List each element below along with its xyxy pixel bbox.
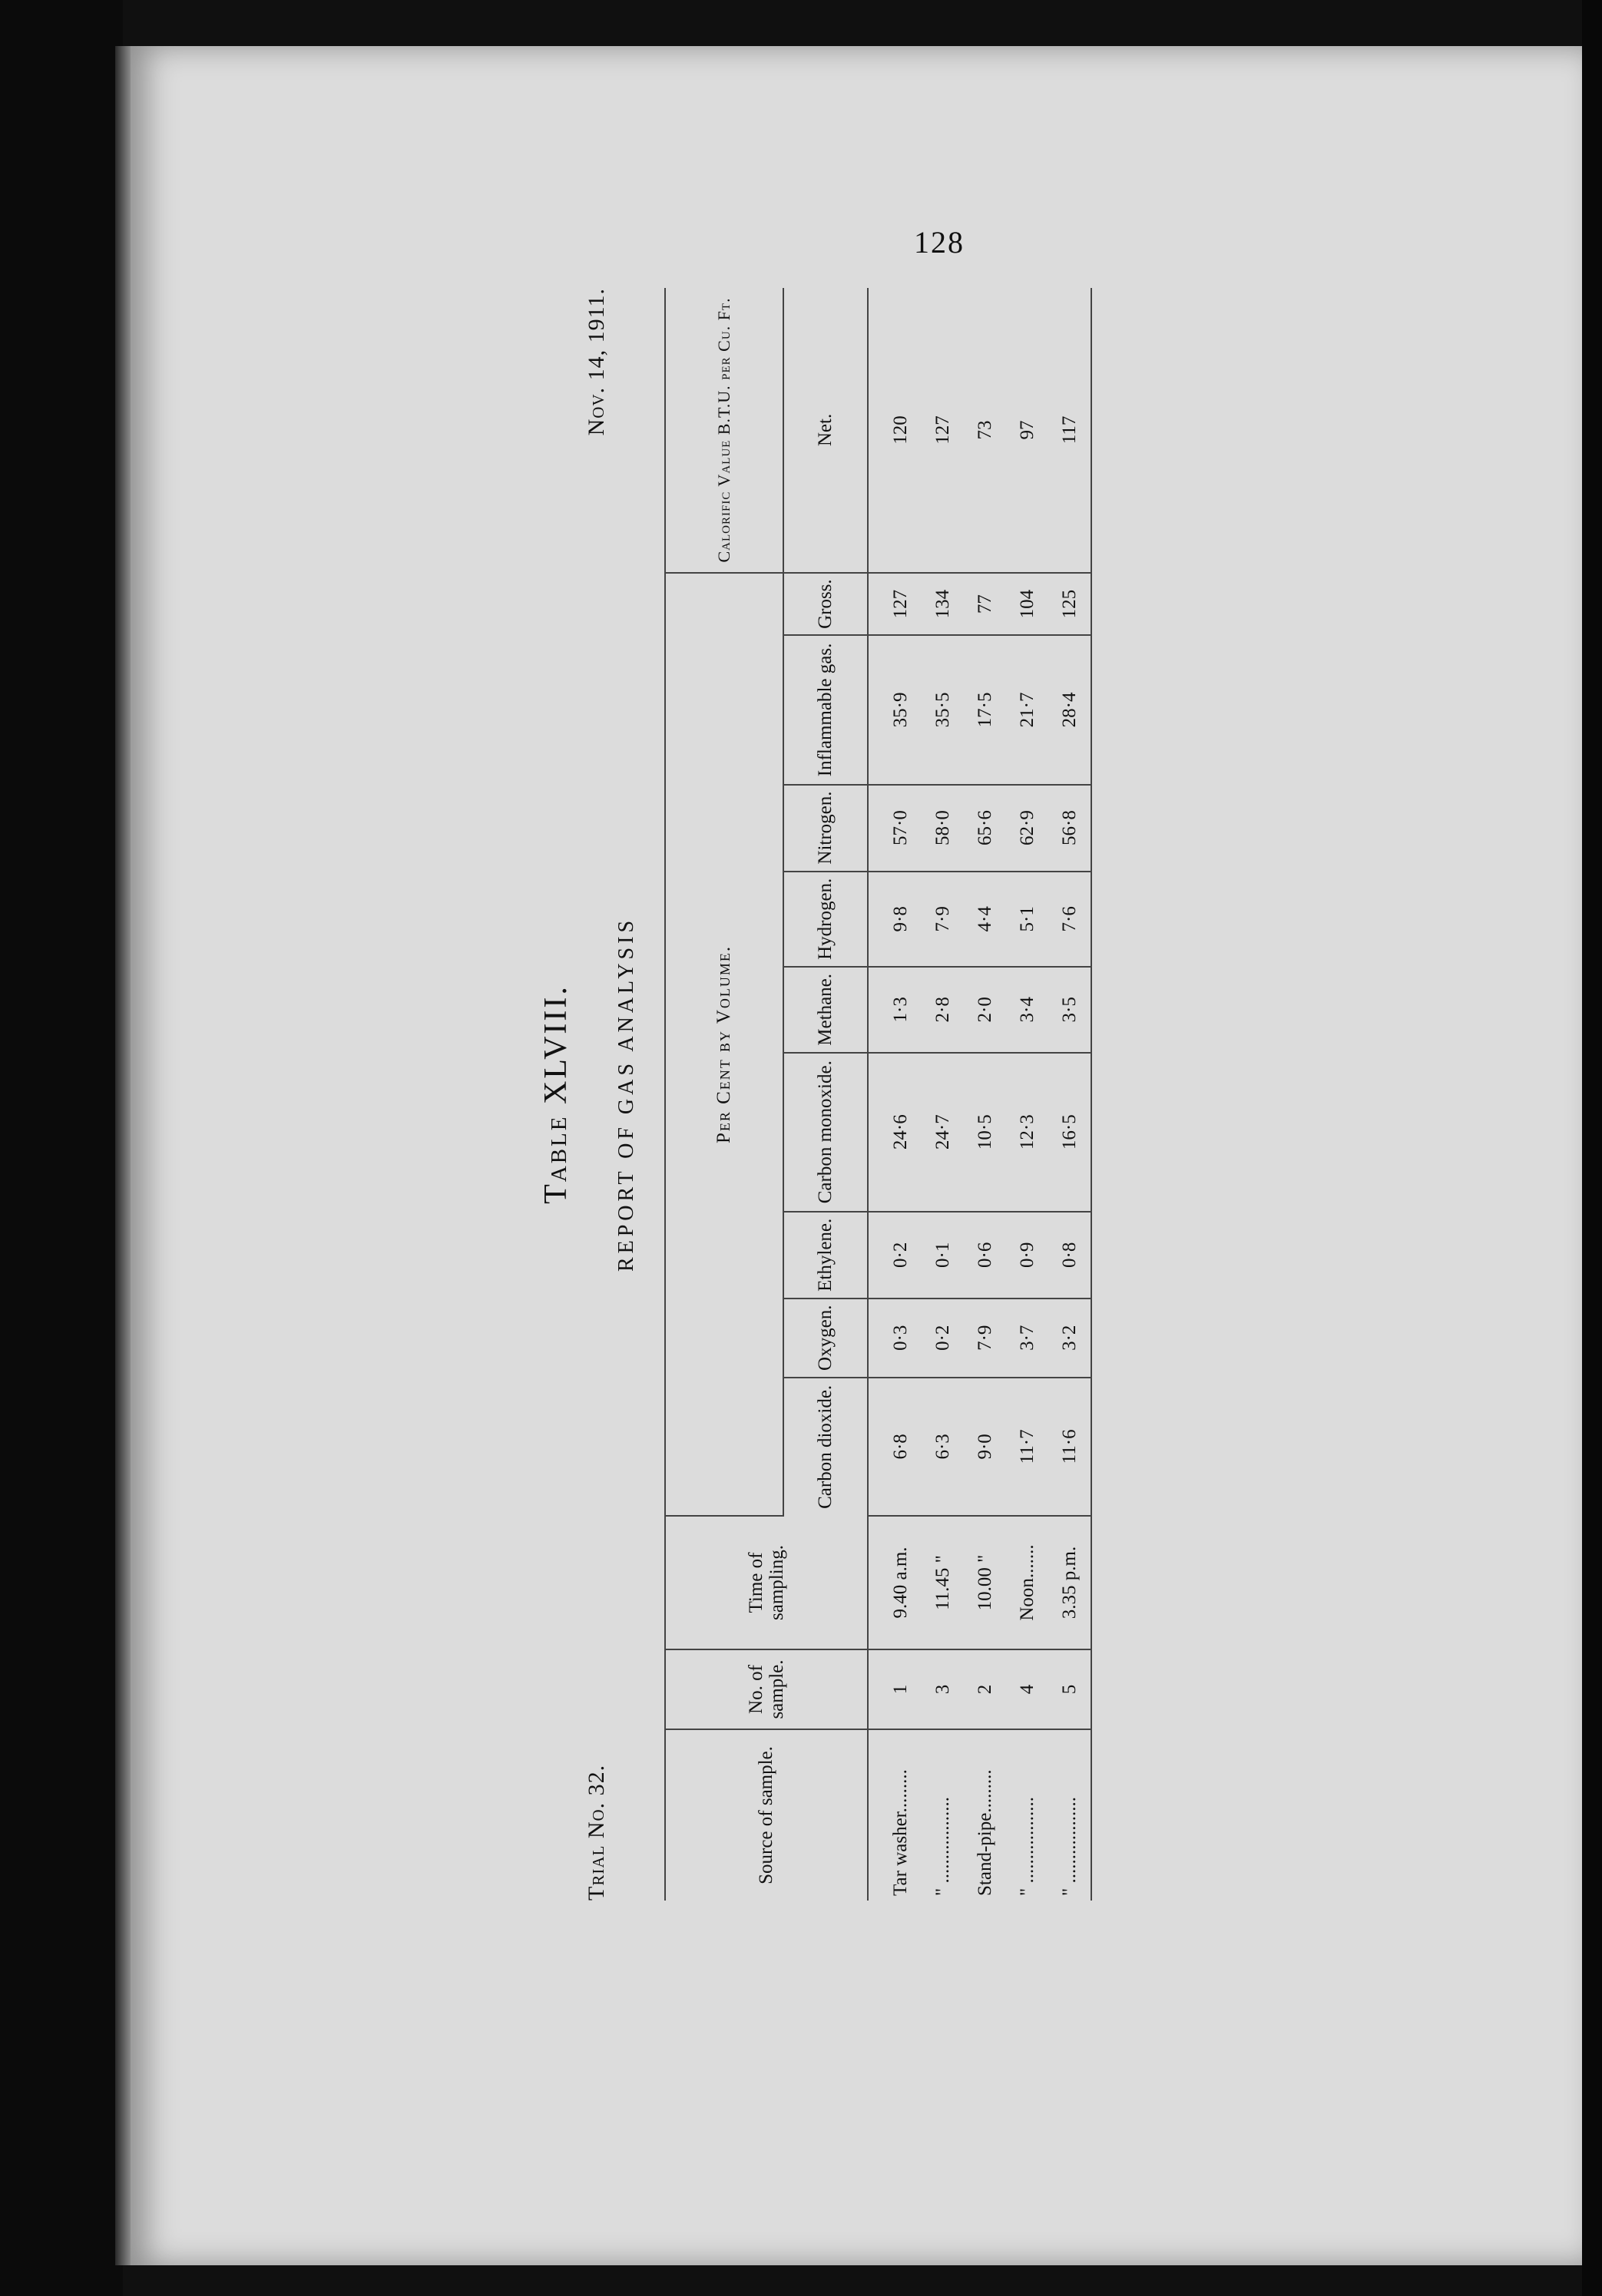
header-time: Time of sampling. [665, 1516, 868, 1649]
cell-nitrogen: 65·6 [964, 785, 1006, 872]
cell-time: 9.40 a.m. [868, 1516, 922, 1649]
cell-inflammable-gas: 35·5 [922, 635, 964, 784]
cell-time: 11.45 " [922, 1516, 964, 1649]
header-sample-no: No. of sample. [665, 1649, 868, 1729]
header-nitrogen: Nitrogen. [783, 785, 868, 872]
cell-oxygen: 7·9 [964, 1299, 1006, 1378]
table-row [1048, 288, 1091, 1901]
cell-nitrogen: 58·0 [922, 785, 964, 872]
cell-time: 3.35 p.m. [1048, 1516, 1091, 1649]
cell-inflammable-gas: 17·5 [964, 635, 1006, 784]
cell-carbon-dioxide: 6·3 [922, 1378, 964, 1516]
cell-carbon-dioxide: 6·8 [868, 1378, 922, 1516]
cell-nitrogen: 62·9 [1006, 785, 1048, 872]
cell-methane: 2·0 [964, 967, 1006, 1053]
cell-inflammable-gas: 35·9 [868, 635, 922, 784]
cell-gross: 134 [922, 573, 964, 635]
cell-methane: 2·8 [922, 967, 964, 1053]
cell-ethylene: 0·8 [1048, 1212, 1091, 1299]
header-calorific-value: Calorific Value B.T.U. per Cu. Ft. [665, 288, 783, 573]
cell-net: 127 [922, 288, 964, 573]
cell-oxygen: 3·2 [1048, 1299, 1091, 1378]
header-carbon-monoxide: Carbon monoxide. [783, 1053, 868, 1212]
cell-oxygen: 0·3 [868, 1299, 922, 1378]
gas-analysis-table [664, 288, 1092, 1901]
header-oxygen: Oxygen. [783, 1299, 868, 1378]
cell-ethylene: 0·6 [964, 1212, 1006, 1299]
cell-inflammable-gas: 21·7 [1006, 635, 1048, 784]
cell-time: 10.00 " [964, 1516, 1006, 1649]
cell-net: 120 [868, 288, 922, 573]
cell-inflammable-gas: 28·4 [1048, 635, 1091, 784]
header-carbon-dioxide: Carbon dioxide. [783, 1378, 868, 1516]
trial-number: Trial No. 32. [584, 1764, 609, 1901]
cell-oxygen: 3·7 [1006, 1299, 1048, 1378]
cell-nitrogen: 57·0 [868, 785, 922, 872]
cell-sample-no: 1 [868, 1649, 922, 1729]
cell-methane: 1·3 [868, 967, 922, 1053]
cell-carbon-monoxide: 10·5 [964, 1053, 1006, 1212]
scan-left-margin [0, 0, 123, 2296]
cell-nitrogen: 56·8 [1048, 785, 1091, 872]
cell-gross: 127 [868, 573, 922, 635]
cell-source: Tar washer......... [889, 1769, 911, 1896]
cell-carbon-monoxide: 12·3 [1006, 1053, 1048, 1212]
cell-carbon-monoxide: 16·5 [1048, 1053, 1091, 1212]
cell-methane: 3·5 [1048, 967, 1091, 1053]
cell-sample-no: 2 [964, 1649, 1006, 1729]
header-methane: Methane. [783, 967, 868, 1053]
header-ethylene: Ethylene. [783, 1212, 868, 1299]
table-row [964, 288, 1006, 1901]
cell-hydrogen: 5·1 [1006, 872, 1048, 968]
cell-ethylene: 0·9 [1006, 1212, 1048, 1299]
rotated-table-block [538, 288, 1574, 1901]
header-inflammable-gas: Inflammable gas. [783, 635, 868, 784]
cell-oxygen: 0·2 [922, 1299, 964, 1378]
cell-sample-no: 4 [1006, 1649, 1048, 1729]
cell-net: 97 [1006, 288, 1048, 573]
cell-carbon-dioxide: 11·6 [1048, 1378, 1091, 1516]
cell-source: " .................. [1048, 1729, 1091, 1901]
table-row [922, 288, 964, 1901]
cell-methane: 3·4 [1006, 967, 1048, 1053]
table-row [868, 288, 922, 1901]
cell-sample-no: 3 [922, 1649, 964, 1729]
header-net: Net. [783, 288, 868, 573]
cell-ethylene: 0·1 [922, 1212, 964, 1299]
table-subtitle: REPORT OF GAS ANALYSIS [614, 916, 638, 1272]
cell-gross: 77 [964, 573, 1006, 635]
cell-source: " .................. [1016, 1797, 1038, 1896]
cell-carbon-dioxide: 11·7 [1006, 1378, 1048, 1516]
cell-hydrogen: 4·4 [964, 872, 1006, 968]
cell-source: " .................. [932, 1797, 953, 1896]
header-per-cent-by-volume: Per Cent by Volume. [665, 573, 783, 1516]
cell-hydrogen: 7·9 [922, 872, 964, 968]
table-title: Table XLVIII. [538, 984, 574, 1204]
cell-time: Noon....... [1006, 1516, 1048, 1649]
report-date: Nov. 14, 1911. [584, 288, 609, 436]
cell-hydrogen: 9·8 [868, 872, 922, 968]
cell-carbon-monoxide: 24·6 [868, 1053, 922, 1212]
cell-carbon-monoxide: 24·7 [922, 1053, 964, 1212]
cell-net: 117 [1048, 288, 1091, 573]
cell-gross: 125 [1048, 573, 1091, 635]
page-number: 128 [914, 225, 965, 260]
cell-net: 73 [964, 288, 1006, 573]
cell-hydrogen: 7·6 [1048, 872, 1091, 968]
cell-carbon-dioxide: 9·0 [964, 1378, 1006, 1516]
table-row [1006, 288, 1048, 1901]
cell-source: Stand-pipe......... [974, 1769, 995, 1896]
header-source: Source of sample. [665, 1729, 868, 1901]
cell-ethylene: 0·2 [868, 1212, 922, 1299]
cell-sample-no: 5 [1048, 1649, 1091, 1729]
scan-right-margin [1582, 0, 1602, 2296]
header-gross: Gross. [783, 573, 868, 635]
header-hydrogen: Hydrogen. [783, 872, 868, 968]
cell-gross: 104 [1006, 573, 1048, 635]
